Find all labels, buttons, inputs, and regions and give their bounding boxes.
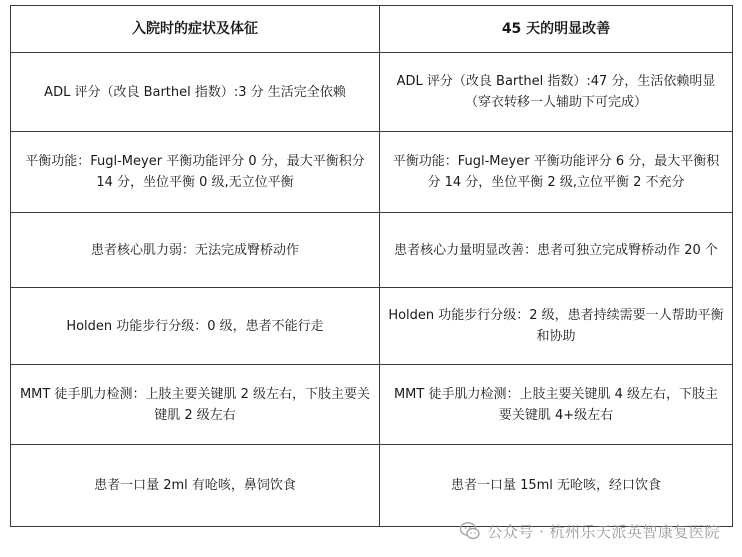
cell-balance-before: 平衡功能：Fugl-Meyer 平衡功能评分 0 分，最大平衡积分 14 分，坐位平衡 0 级,无立位平衡 <box>11 132 380 213</box>
cell-swallow-after: 患者一口量 15ml 无呛咳，经口饮食 <box>380 445 733 527</box>
comparison-table-wrapper <box>10 5 732 527</box>
header-45-days: 45 天的明显改善 <box>380 6 733 53</box>
cell-core-before: 患者核心肌力弱：无法完成臀桥动作 <box>11 213 380 288</box>
cell-balance-after: 平衡功能：Fugl-Meyer 平衡功能评分 6 分，最大平衡积分 14 分，坐位平衡 2 级,立位平衡 2 不充分 <box>380 132 733 213</box>
watermark-text: 公众号 · 杭州乐天派英智康复医院 <box>487 522 720 541</box>
table-row <box>11 445 733 527</box>
table-row <box>11 53 733 132</box>
cell-adl-after: ADL 评分（改良 Barthel 指数）:47 分，生活依赖明显（穿衣转移一人辅助下可完成） <box>380 53 733 132</box>
watermark <box>459 520 720 542</box>
cell-holden-before: Holden 功能步行分级：0 级，患者不能行走 <box>11 288 380 365</box>
table-row <box>11 288 733 365</box>
cell-mmt-before: MMT 徒手肌力检测：上肢主要关键肌 2 级左右，下肢主要关键肌 2 级左右 <box>11 365 380 445</box>
cell-holden-after: Holden 功能步行分级：2 级，患者持续需要一人帮助平衡和协助 <box>380 288 733 365</box>
wechat-icon <box>459 520 481 542</box>
header-row <box>11 6 733 53</box>
comparison-table <box>10 5 733 527</box>
table-row <box>11 365 733 445</box>
table-row <box>11 132 733 213</box>
cell-core-after: 患者核心力量明显改善：患者可独立完成臀桥动作 20 个 <box>380 213 733 288</box>
table-row <box>11 213 733 288</box>
cell-adl-before: ADL 评分（改良 Barthel 指数）:3 分 生活完全依赖 <box>11 53 380 132</box>
cell-mmt-after: MMT 徒手肌力检测：上肢主要关键肌 4 级左右，下肢主要关键肌 4+级左右 <box>380 365 733 445</box>
header-admission: 入院时的症状及体征 <box>11 6 380 53</box>
cell-swallow-before: 患者一口量 2ml 有呛咳，鼻饲饮食 <box>11 445 380 527</box>
